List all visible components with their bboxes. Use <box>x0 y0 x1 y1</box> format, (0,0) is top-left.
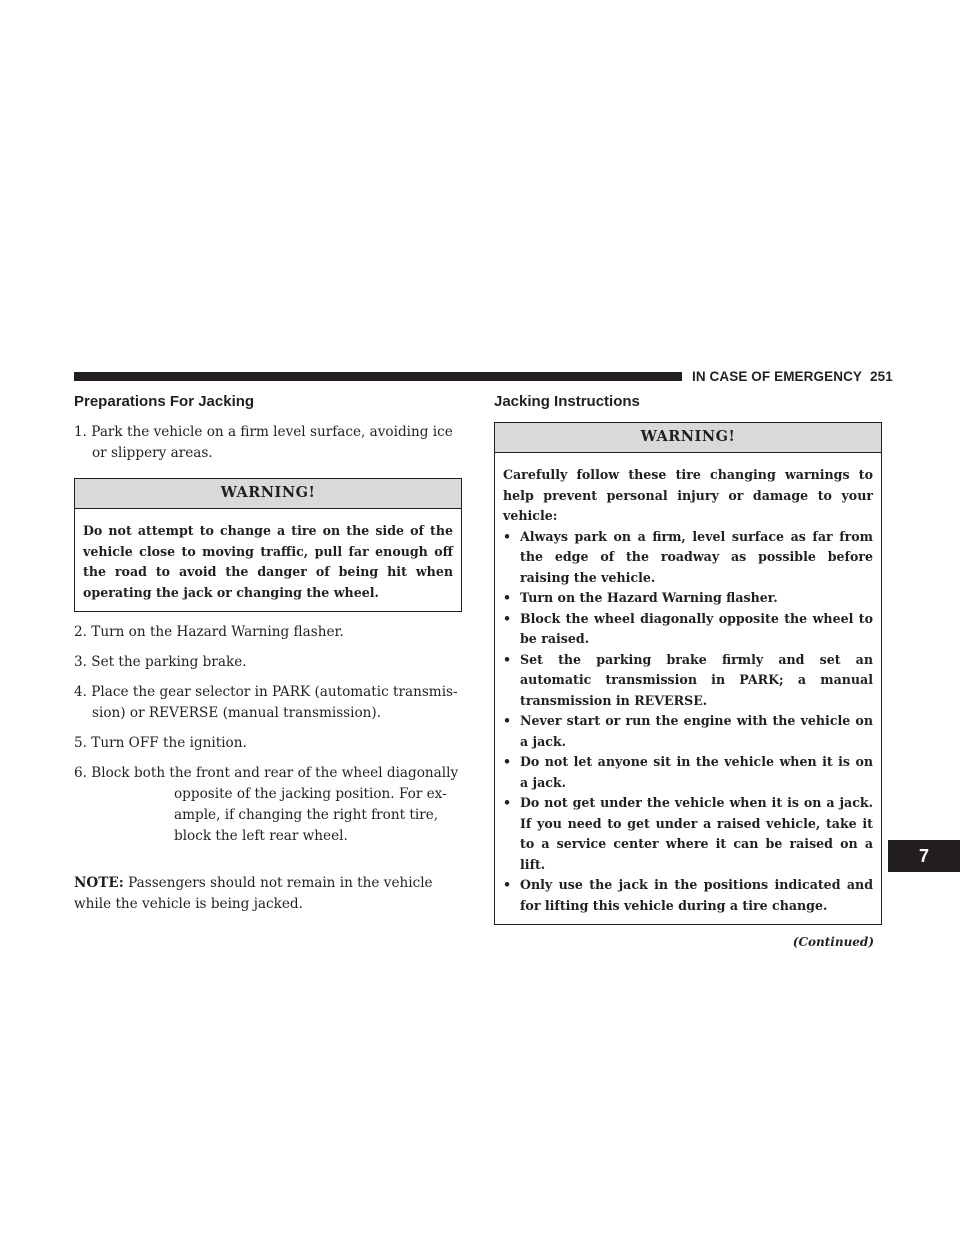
warning-item <box>503 875 873 916</box>
bullet-icon: • <box>503 795 512 810</box>
warning-item-text: Never start or run the engine with the vehicle on a jack. <box>520 713 873 749</box>
step-4: 4. Place the gear selector in PARK (automatic transmis- sion) or REVERSE (manual transmission). <box>74 684 458 721</box>
page-number: 251 <box>870 369 893 384</box>
warning-item-text: Do not get under the vehicle when it is on a jack. If you need to get under a raised vehicle, take it to a service center where it can be raised on a lift. <box>520 795 873 872</box>
heading-jacking-instructions: Jacking Instructions <box>494 393 640 410</box>
warning-text: Do not attempt to change a tire on the side of the vehicle close to moving traffic, pull far enough off the road to avoid the danger of being hit when operating the jack or changing the wheel. <box>83 523 453 600</box>
step-5: 5. Turn OFF the ignition. <box>74 735 247 751</box>
bullet-icon: • <box>503 590 512 605</box>
note-text: Passengers should not remain in the vehicle while the vehicle is being jacked. <box>74 875 433 912</box>
heading-preparations: Preparations For Jacking <box>74 393 255 410</box>
warning-item <box>503 793 873 875</box>
warning-item <box>503 527 873 589</box>
warning-list <box>503 527 873 917</box>
step-6: 6. Block both the front and rear of the wheel diagonally opposite of the jacking position. For ex- ample, if changing the right front tire, block the left rear wheel. <box>74 765 459 844</box>
warning-intro: Carefully follow these tire changing warnings to help prevent personal injury or damage to your vehicle: <box>503 467 873 523</box>
step-1: 1. Park the vehicle on a firm level surface, avoiding ice or slippery areas. <box>74 424 453 461</box>
header-rule <box>74 372 682 381</box>
bullet-icon: • <box>503 651 512 667</box>
warning-item <box>503 609 873 650</box>
left-column <box>74 393 462 915</box>
warning-item <box>503 650 873 712</box>
bullet-icon: • <box>503 877 512 892</box>
warning-title: WARNING! <box>495 423 881 453</box>
step-3: 3. Set the parking brake. <box>74 654 247 670</box>
note-label: NOTE: <box>74 875 124 891</box>
chapter-tab: 7 <box>888 840 960 872</box>
warning-box-left <box>74 478 462 612</box>
warning-title: WARNING! <box>75 479 461 509</box>
bullet-icon: • <box>503 610 512 626</box>
running-header <box>692 369 893 384</box>
step-2: 2. Turn on the Hazard Warning flasher. <box>74 624 344 640</box>
bullet-icon: • <box>503 528 512 544</box>
warning-item-text: Block the wheel diagonally opposite the wheel to be raised. <box>520 610 873 646</box>
section-title: IN CASE OF EMERGENCY <box>692 369 863 384</box>
bullet-icon: • <box>503 713 512 728</box>
warning-item-text: Turn on the Hazard Warning flasher. <box>520 590 778 605</box>
bullet-icon: • <box>503 754 512 769</box>
warning-item-text: Only use the jack in the positions indicated and for lifting this vehicle during a tire change. <box>520 877 873 913</box>
warning-item <box>503 588 873 609</box>
right-column <box>494 393 882 949</box>
warning-body <box>495 453 881 924</box>
warning-box-right <box>494 422 882 925</box>
warning-item-text: Always park on a firm, level surface as far from the edge of the roadway as possible before raising the vehicle. <box>520 528 873 585</box>
warning-item <box>503 711 873 752</box>
warning-item <box>503 752 873 793</box>
continued-label: (Continued) <box>792 935 874 949</box>
warning-item-text: Do not let anyone sit in the vehicle when it is on a jack. <box>520 754 873 790</box>
warning-item-text: Set the parking brake firmly and set an automatic transmission in PARK; a manual transmission in REVERSE. <box>520 651 873 708</box>
note <box>74 873 462 915</box>
